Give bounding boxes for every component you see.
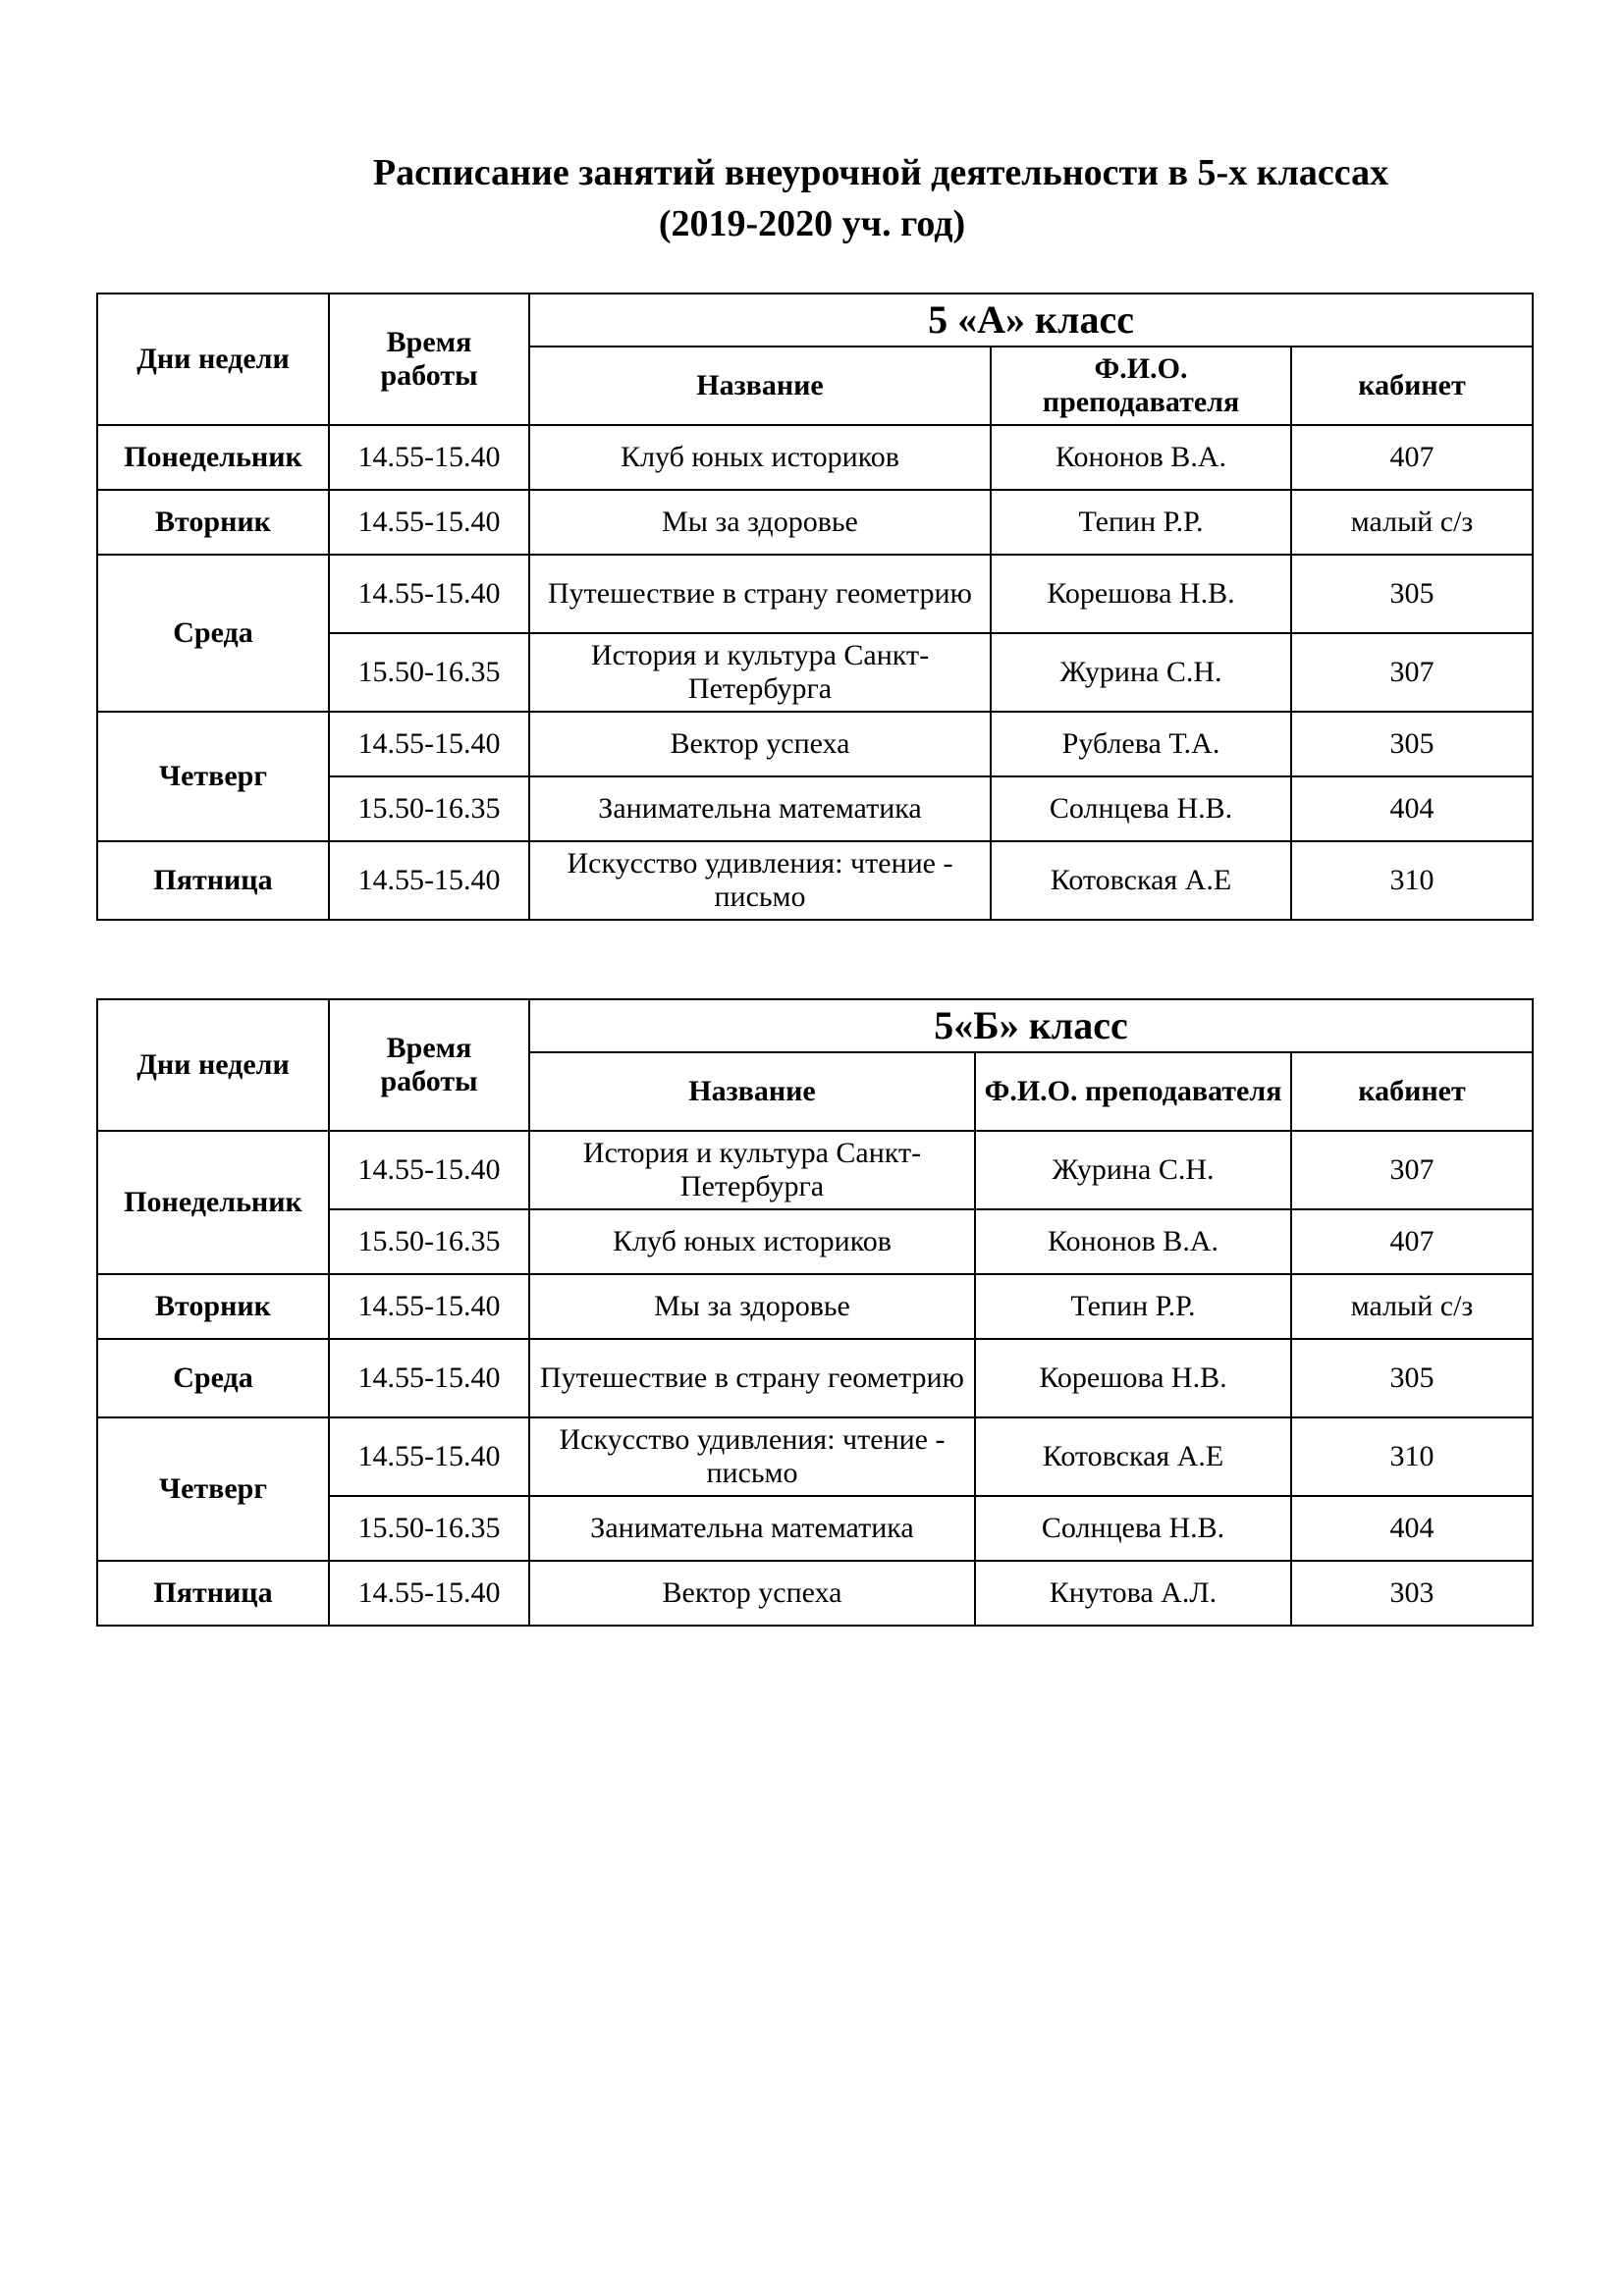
table-row [97,1339,1533,1417]
page-title [0,147,1624,249]
title-line-2: (2019-2020 уч. год) [658,203,966,244]
day-cell: Понедельник [97,425,329,490]
room-cell: 310 [1291,841,1533,920]
room-cell: 407 [1291,425,1533,490]
teacher-cell: Котовская А.Е [975,1417,1291,1496]
day-cell: Вторник [97,1274,329,1339]
class-label: 5«Б» класс [529,999,1533,1052]
room-cell: 404 [1291,776,1533,841]
day-cell: Пятница [97,1561,329,1626]
time-cell: 14.55-15.40 [329,555,529,633]
time-cell: 14.55-15.40 [329,841,529,920]
activity-cell: Занимательна математика [529,776,991,841]
header-name: Название [529,1052,975,1131]
activity-cell: Искусство удивления: чтение - письмо [529,841,991,920]
teacher-cell: Кнутова А.Л. [975,1561,1291,1626]
teacher-cell: Журина С.Н. [991,633,1291,712]
teacher-cell: Кононов В.А. [991,425,1291,490]
room-cell: 307 [1291,633,1533,712]
activity-cell: Вектор успеха [529,1561,975,1626]
activity-cell: История и культура Санкт-Петербурга [529,1131,975,1209]
teacher-cell: Солнцева Н.В. [975,1496,1291,1561]
room-cell: 404 [1291,1496,1533,1561]
room-cell: 305 [1291,555,1533,633]
time-cell: 15.50-16.35 [329,1496,529,1561]
day-cell: Среда [97,1339,329,1417]
room-cell: 310 [1291,1417,1533,1496]
time-cell: 14.55-15.40 [329,1339,529,1417]
teacher-cell: Тепин Р.Р. [975,1274,1291,1339]
header-room: кабинет [1291,1052,1533,1131]
teacher-cell: Журина С.Н. [975,1131,1291,1209]
header-room: кабинет [1291,347,1533,425]
teacher-cell: Котовская А.Е [991,841,1291,920]
activity-cell: Клуб юных историков [529,425,991,490]
teacher-cell: Корешова Н.В. [975,1339,1291,1417]
room-cell: малый с/з [1291,1274,1533,1339]
time-cell: 14.55-15.40 [329,712,529,776]
activity-cell: Клуб юных историков [529,1209,975,1274]
schedule-table-5a [96,293,1534,921]
teacher-cell: Кононов В.А. [975,1209,1291,1274]
time-cell: 14.55-15.40 [329,1561,529,1626]
table-row [97,841,1533,920]
activity-cell: Занимательна математика [529,1496,975,1561]
table-row [97,555,1533,633]
day-cell: Среда [97,555,329,712]
day-cell: Вторник [97,490,329,555]
activity-cell: Мы за здоровье [529,1274,975,1339]
teacher-cell: Рублева Т.А. [991,712,1291,776]
title-line-1: Расписание занятий внеурочной деятельности в 5-х классах [372,152,1389,193]
activity-cell: Вектор успеха [529,712,991,776]
header-teacher: Ф.И.О. преподавателя [991,347,1291,425]
day-cell: Четверг [97,1417,329,1561]
header-day: Дни недели [97,999,329,1131]
schedule-table-5b [96,998,1534,1627]
class-label: 5 «А» класс [529,294,1533,347]
teacher-cell: Солнцева Н.В. [991,776,1291,841]
time-cell: 14.55-15.40 [329,490,529,555]
day-cell: Пятница [97,841,329,920]
day-cell: Четверг [97,712,329,841]
activity-cell: Путешествие в страну геометрию [529,1339,975,1417]
header-day: Дни недели [97,294,329,425]
table-row [97,490,1533,555]
time-cell: 14.55-15.40 [329,1417,529,1496]
header-time: Время работы [329,999,529,1131]
header-time: Время работы [329,294,529,425]
table-row [97,1274,1533,1339]
room-cell: 407 [1291,1209,1533,1274]
time-cell: 15.50-16.35 [329,776,529,841]
header-name: Название [529,347,991,425]
activity-cell: История и культура Санкт-Петербурга [529,633,991,712]
time-cell: 15.50-16.35 [329,1209,529,1274]
room-cell: 307 [1291,1131,1533,1209]
time-cell: 14.55-15.40 [329,425,529,490]
table-row [97,712,1533,776]
table-row [97,1417,1533,1496]
table-row [97,1561,1533,1626]
day-cell: Понедельник [97,1131,329,1274]
teacher-cell: Тепин Р.Р. [991,490,1291,555]
room-cell: 305 [1291,712,1533,776]
room-cell: малый с/з [1291,490,1533,555]
header-teacher: Ф.И.О. преподавателя [975,1052,1291,1131]
time-cell: 14.55-15.40 [329,1274,529,1339]
time-cell: 15.50-16.35 [329,633,529,712]
teacher-cell: Корешова Н.В. [991,555,1291,633]
activity-cell: Путешествие в страну геометрию [529,555,991,633]
room-cell: 303 [1291,1561,1533,1626]
table-row [97,425,1533,490]
activity-cell: Искусство удивления: чтение - письмо [529,1417,975,1496]
room-cell: 305 [1291,1339,1533,1417]
activity-cell: Мы за здоровье [529,490,991,555]
table-row [97,1131,1533,1209]
time-cell: 14.55-15.40 [329,1131,529,1209]
